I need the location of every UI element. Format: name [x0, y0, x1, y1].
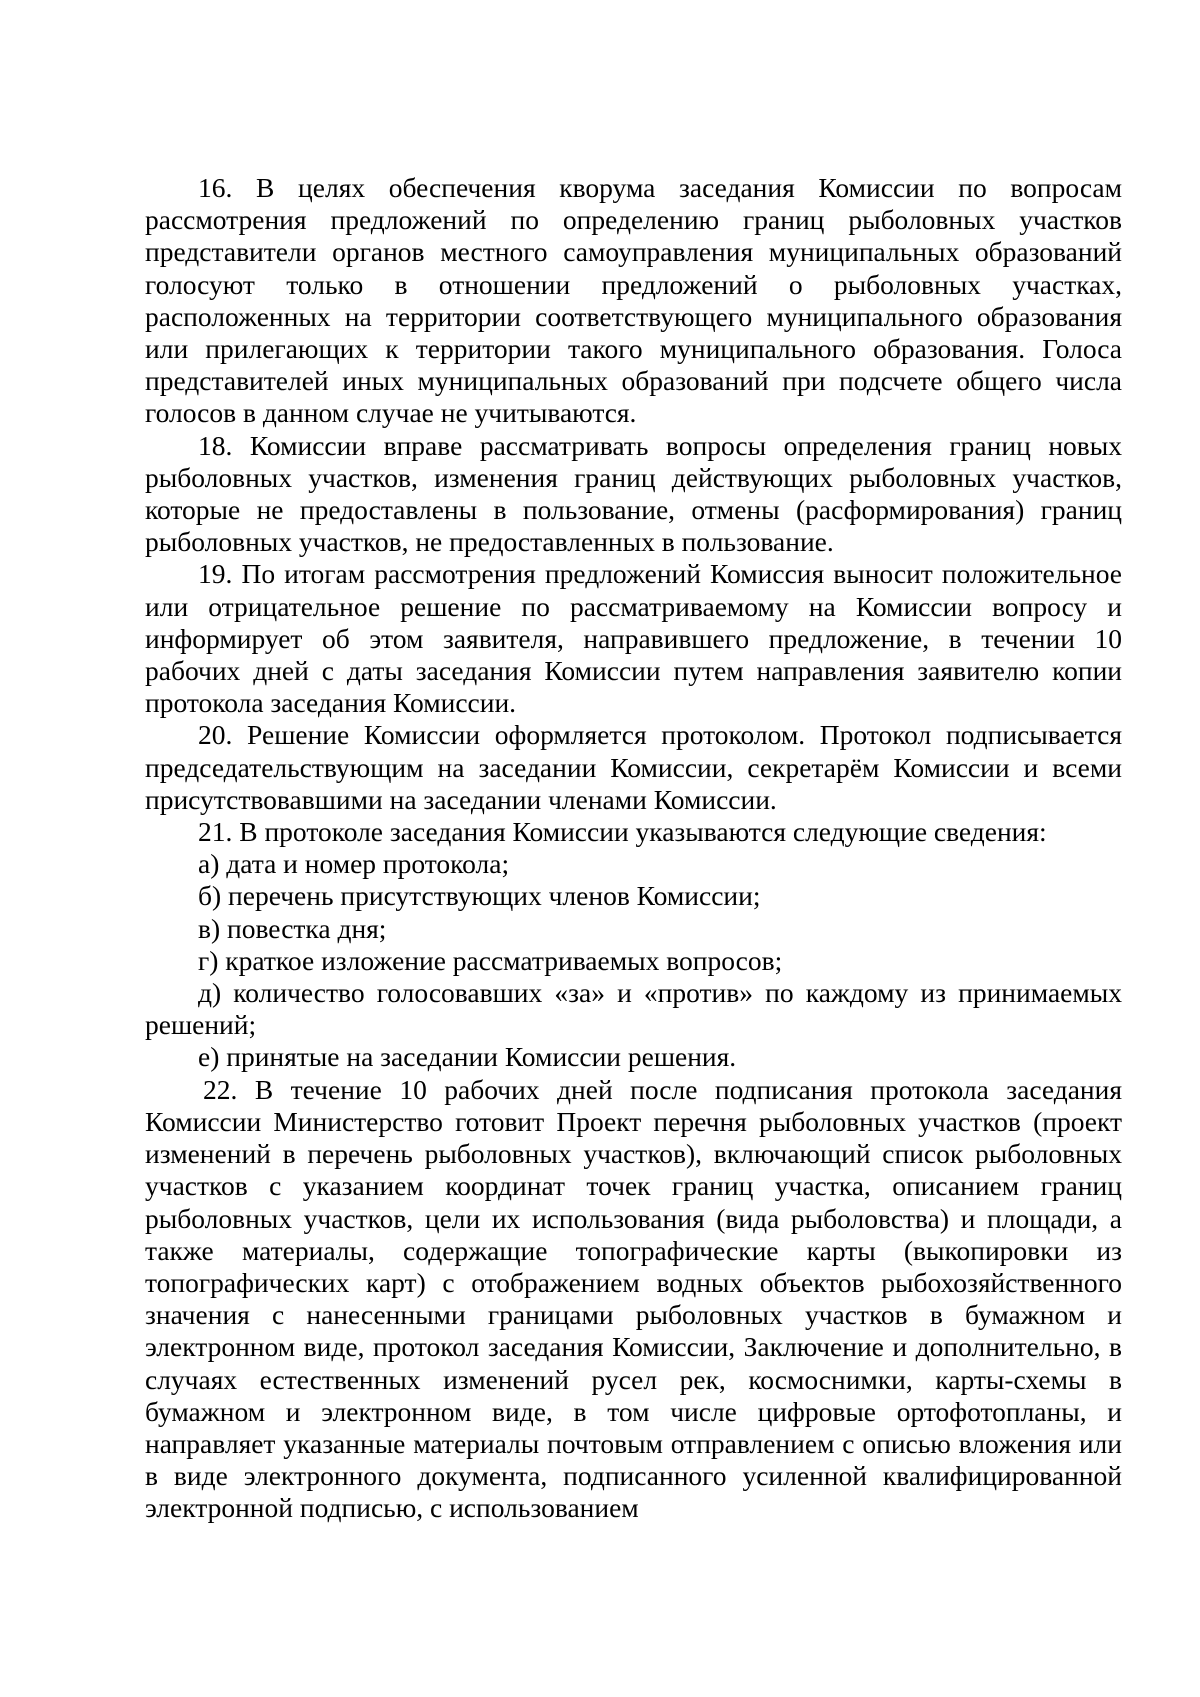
list-item-b: б) перечень присутствующих членов Комиссии; — [198, 880, 761, 912]
paragraph-22: 22. В течение 10 рабочих дней после подписания протокола заседания Комиссии Министерство готовит Проект перечня рыболовных участков (проект изменений в перечень рыболовных участков), включающий список рыболовных участков с указанием координат точек границ участка, описанием границ рыболовных участков, цели их использования (вида рыболовства) и площади, а также материалы, содержащие топографические карты (выкопировки из топографических карт) с отображением водных объектов рыбохозяйственного значения с нанесенными границами рыболовных участков в бумажном и электронном виде, протокол заседания Комиссии, Заключение и дополнительно, в случаях естественных изменений русел рек, космоснимки, карты-схемы в бумажном и электронном виде, в том числе цифровые ортофотопланы, и направляет указанные материалы почтовым отправлением с описью вложения или в виде электронного документа, подписанного усиленной квалифицированной электронной подписью, с использованием — [145, 1073, 1122, 1524]
document-page — [145, 172, 1122, 1525]
paragraph-21: 21. В протоколе заседания Комиссии указываются следующие сведения: — [198, 816, 1047, 848]
list-item-d: д) количество голосовавших «за» и «против» по каждому из принимаемых решений; — [145, 977, 1122, 1041]
list-item-e: е) принятые на заседании Комиссии решения. — [198, 1041, 737, 1073]
paragraph-20: 20. Решение Комиссии оформляется протоколом. Протокол подписывается председательствующим на заседании Комиссии, секретарём Комиссии и всеми присутствовавшими на заседании членами Комиссии. — [145, 719, 1122, 815]
list-item-g: г) краткое изложение рассматриваемых вопросов; — [198, 944, 783, 976]
list-item-a: а) дата и номер протокола; — [198, 848, 510, 880]
list-item-v: в) повестка дня; — [198, 912, 387, 944]
paragraph-19: 19. По итогам рассмотрения предложений Комиссия выносит положительное или отрицательное решение по рассматриваемому на Комиссии вопросу и информирует об этом заявителя, направившего предложение, в течении 10 рабочих дней с даты заседания Комиссии путем направления заявителю копии протокола заседания Комиссии. — [145, 558, 1122, 719]
paragraph-18: 18. Комиссии вправе рассматривать вопросы определения границ новых рыболовных участков, изменения границ действующих рыболовных участков, которые не предоставлены в пользование, отмены (расформирования) границ рыболовных участков, не предоставленных в пользование. — [145, 429, 1122, 558]
paragraph-16: 16. В целях обеспечения кворума заседания Комиссии по вопросам рассмотрения предложений по определению границ рыболовных участков представители органов местного самоуправления муниципальных образований голосуют только в отношении предложений о рыболовных участках, расположенных на территории соответствующего муниципального образования или прилегающих к территории такого муниципального образования. Голоса представителей иных муниципальных образований при подсчете общего числа голосов в данном случае не учитываются. — [145, 172, 1122, 429]
